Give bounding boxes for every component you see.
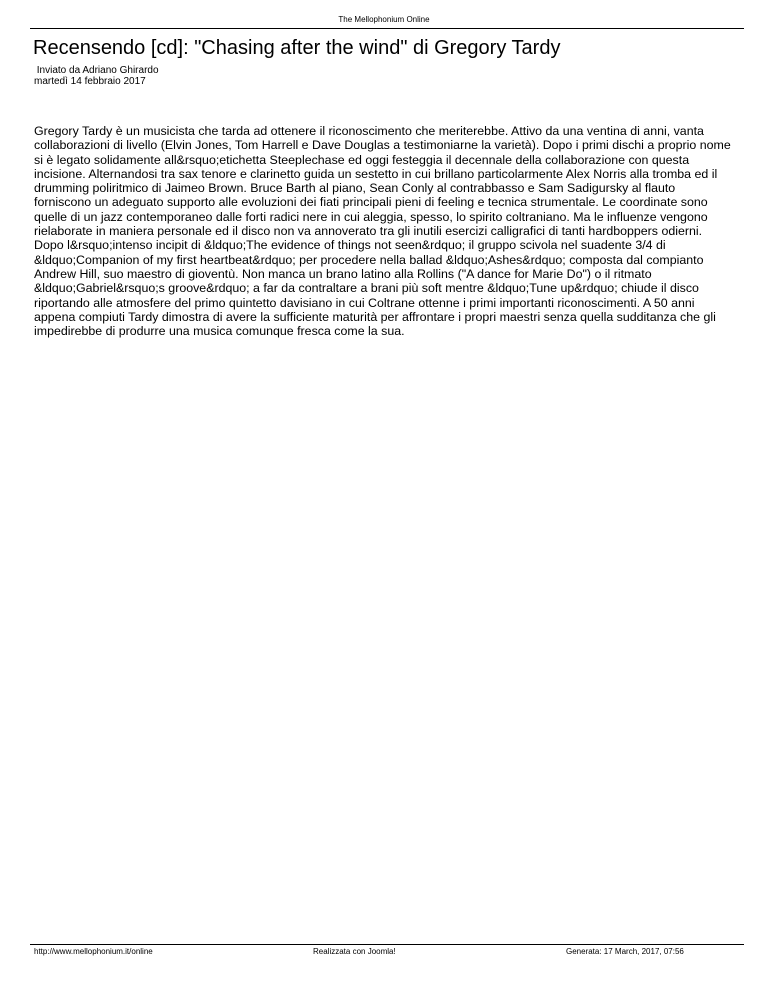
footer-url[interactable]: http://www.mellophonium.it/online bbox=[34, 947, 153, 956]
footer-divider bbox=[30, 944, 744, 945]
footer-credit: Realizzata con Joomla! bbox=[313, 947, 396, 956]
site-header: The Mellophonium Online bbox=[338, 15, 430, 24]
author-line: Inviato da Adriano Ghirardo bbox=[34, 65, 159, 76]
article-body: Gregory Tardy è un musicista che tarda ad ottenere il riconoscimento che meriterebbe. Attivo da una ventina di anni, vanta collaborazioni di livello (Elvin Jones, Tom Harrell e Dave Douglas a testimoniarne la varietà). Dopo i primi dischi a proprio nome si è legato solidamente all&rsquo;etichetta Steeplechase ed oggi festeggia il decennale della collaborazione con questa incisione. Alternandosi tra sax tenore e clarinetto guida un sestetto in cui brillano particolarmente Alex Norris alla tromba ed il drumming poliritmico di Jaimeo Brown. Bruce Barth al piano, Sean Conly al contrabbasso e Sam Sadigursky al flauto forniscono un adeguato supporto alle evoluzioni dei fiati principali pieni di feeling e tecnica strumentale. Le coordinate sono quelle di un jazz contemporaneo dalle forti radici nere in cui aleggia, spesso, lo spirito coltraniano. Ma le influenze vengono rielaborate in maniera personale ed il disco non va annoverato tra gli inutili esercizi calligrafici di tanti hardboppers odierni. Dopo l&rsquo;intenso incipit di &ldquo;The evidence of things not seen&rdquo; il gruppo scivola nel suadente 3/4 di &ldquo;Companion of my first heartbeat&rdquo; per procedere nella ballad &ldquo;Ashes&rdquo; composta dal compianto Andrew Hill, suo maestro di gioventù. Non manca un brano latino alla Rollins ("A dance for Marie Do") o il ritmato &ldquo;Gabriel&rsquo;s groove&rdquo; a far da contraltare a brani più soft mentre &ldquo;Tune up&rdquo; chiude il disco riportando alle atmosfere del primo quintetto davisiano in cui Coltrane ottenne i primi importanti riconoscimenti. A 50 anni appena compiuti Tardy dimostra di avere la sufficiente maturità per affrontare i propri maestri senza quella sudditanza che gli impedirebbe di produrre una musica comunque fresca come la sua. bbox=[34, 124, 731, 339]
footer-generated-timestamp: Generata: 17 March, 2017, 07:56 bbox=[566, 947, 684, 956]
article-title: Recensendo [cd]: "Chasing after the wind" di Gregory Tardy bbox=[33, 37, 561, 59]
publish-date: martedì 14 febbraio 2017 bbox=[34, 76, 146, 87]
header-divider bbox=[30, 28, 744, 29]
article-byline bbox=[34, 65, 159, 87]
